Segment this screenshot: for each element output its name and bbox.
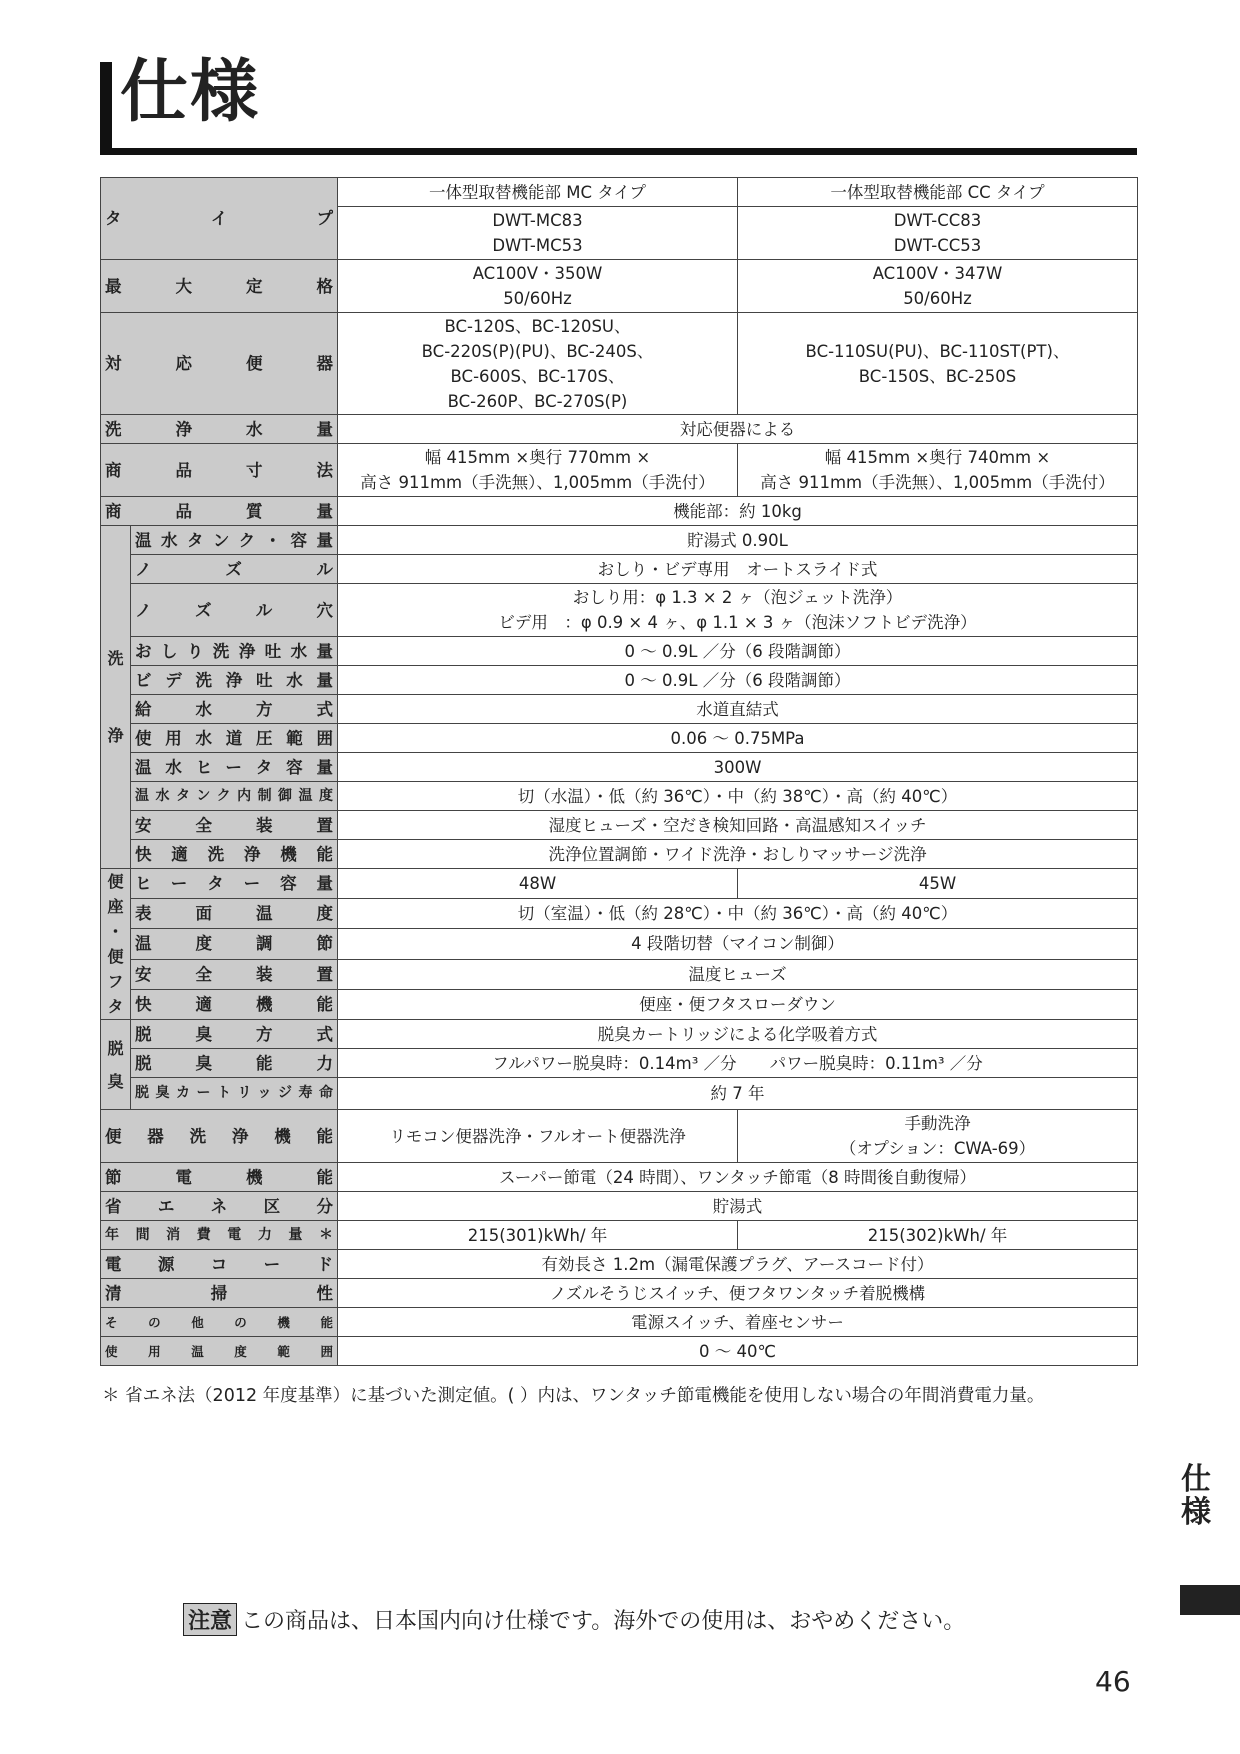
spec-label-heater: ヒーター容量: [131, 869, 338, 899]
bowl-wash-cc-line: 手動洗浄: [904, 1114, 971, 1133]
rating-mc-line: 50/60Hz: [503, 289, 572, 308]
spec-value: 切（室温）・低（約 28℃）・中（約 36℃）・高（約 40℃）: [338, 899, 1138, 929]
table-row: [101, 782, 1138, 811]
spec-label-power-save: 節電機能: [101, 1163, 338, 1192]
power-save-value: スーパー節電（24 時間）、ワンタッチ節電（8 時間後自動復帰）: [338, 1163, 1138, 1192]
spec-value: 0.06 〜 0.75MPa: [338, 724, 1138, 753]
spec-label-temp: 使用温度範囲: [101, 1337, 338, 1366]
flush-water-value: 対応便器による: [338, 415, 1138, 444]
spec-value: 約 7 年: [338, 1078, 1138, 1110]
spec-label: 安全装置: [131, 811, 338, 840]
table-row: [101, 869, 1138, 899]
table-row: [101, 637, 1138, 666]
table-row: [101, 555, 1138, 584]
page-number: 46: [1095, 1665, 1131, 1698]
spec-value: フルパワー脱臭時：0.14m³ ／分 パワー脱臭時：0.11m³ ／分: [338, 1049, 1138, 1078]
column-header-cc: 一体型取替機能部 CC タイプ: [738, 178, 1138, 207]
table-row: [101, 1192, 1138, 1221]
spec-label: 脱臭能力: [131, 1049, 338, 1078]
temp-value: 0 〜 40℃: [338, 1337, 1138, 1366]
spec-value: 湿度ヒューズ・空だき検知回路・高温感知スイッチ: [338, 811, 1138, 840]
spec-value: 便座・便フタスローダウン: [338, 989, 1138, 1019]
eco-value: 貯湯式: [338, 1192, 1138, 1221]
spec-label: 快適機能: [131, 989, 338, 1019]
spec-label: ノズル穴: [131, 584, 338, 637]
spec-label-flush-water: 洗浄水量: [101, 415, 338, 444]
spec-label: 給水方式: [131, 695, 338, 724]
table-row: [101, 415, 1138, 444]
bowl-wash-cc: [738, 1110, 1138, 1163]
table-row: [101, 1078, 1138, 1110]
toilet-cc: [738, 313, 1138, 415]
page-title: 仕様: [120, 53, 261, 132]
spec-value: 300W: [338, 753, 1138, 782]
spec-value-line: ビデ用 ：φ 0.9 × 4 ヶ、φ 1.1 × 3 ヶ（泡沫ソフトビデ洗浄）: [498, 613, 977, 632]
spec-label-weight: 商品質量: [101, 497, 338, 526]
weight-value: 機能部：約 10kg: [338, 497, 1138, 526]
spec-label: おしり洗浄吐水量: [131, 637, 338, 666]
size-mc-line: 幅 415mm ×奥行 770mm ×: [424, 448, 651, 467]
model-mc: [338, 207, 738, 260]
bowl-wash-mc: リモコン便器洗浄・フルオート便器洗浄: [338, 1110, 738, 1163]
model-mc-line: DWT-MC83: [492, 211, 583, 230]
table-row: [101, 497, 1138, 526]
side-tab-bar: [1180, 1585, 1240, 1615]
spec-value-line: おしり用：φ 1.3 × 2 ヶ（泡ジェット洗浄）: [572, 588, 903, 607]
table-row: [101, 989, 1138, 1019]
spec-value: 脱臭カートリッジによる化学吸着方式: [338, 1020, 1138, 1049]
table-row: [101, 724, 1138, 753]
group-char: ・: [107, 922, 124, 941]
table-row: [101, 313, 1138, 415]
column-header-mc: 一体型取替機能部 MC タイプ: [338, 178, 738, 207]
side-section-label: 仕様: [1181, 1462, 1211, 1530]
table-row: [101, 1279, 1138, 1308]
bowl-wash-cc-line: （オプション：CWA-69）: [839, 1139, 1036, 1158]
spec-value: 4 段階切替（マイコン制御）: [338, 929, 1138, 959]
size-mc: [338, 444, 738, 497]
table-row: [101, 1110, 1138, 1163]
annual-cc: 215(302)kWh/ 年: [738, 1221, 1138, 1250]
table-row: [101, 811, 1138, 840]
cord-value: 有効長さ 1.2m（漏電保護プラグ、アースコード付）: [338, 1250, 1138, 1279]
table-row: [101, 666, 1138, 695]
spec-value: [338, 584, 1138, 637]
spec-label-clean: 清掃性: [101, 1279, 338, 1308]
notice-badge: 注意: [183, 1603, 237, 1636]
table-row: [101, 1221, 1138, 1250]
group-char: 便: [107, 947, 124, 966]
group-char: 臭: [107, 1071, 124, 1091]
model-cc-line: DWT-CC83: [893, 211, 982, 230]
footnote: ＊ 省エネ法（2012 年度基準）に基づいた測定値。( ）内は、ワンタッチ節電機能を使用しない場合の年間消費電力量。: [102, 1386, 1045, 1406]
spec-value: 0 〜 0.9L ／分（6 段階調節）: [338, 666, 1138, 695]
spec-value: おしり・ビデ専用 オートスライド式: [338, 555, 1138, 584]
table-row: [101, 260, 1138, 313]
toilet-mc: [338, 313, 738, 415]
spec-label: 脱臭方式: [131, 1020, 338, 1049]
spec-label: 温水タンク内制御温度: [131, 782, 338, 811]
table-row: [101, 444, 1138, 497]
size-cc-line: 幅 415mm ×奥行 740mm ×: [824, 448, 1051, 467]
group-label-seat: [101, 869, 131, 1020]
group-char: 洗: [107, 649, 124, 668]
spec-label: 快適洗浄機能: [131, 840, 338, 869]
spec-label-rating: 最大定格: [101, 260, 338, 313]
group-spacer: [105, 671, 126, 723]
spec-value: 洗浄位置調節・ワイド洗浄・おしりマッサージ洗浄: [338, 840, 1138, 869]
size-cc: [738, 444, 1138, 497]
spec-label-bowl-wash: 便器洗浄機能: [101, 1110, 338, 1163]
spec-value: 貯湯式 0.90L: [338, 526, 1138, 555]
group-char: 座: [107, 897, 124, 916]
spec-label: ノズル: [131, 555, 338, 584]
table-row: [101, 959, 1138, 989]
spec-label-annual: 年間消費電力量＊: [101, 1221, 338, 1250]
rating-mc: [338, 260, 738, 313]
rating-cc: [738, 260, 1138, 313]
group-spacer: [105, 1061, 126, 1069]
table-row: [101, 1163, 1138, 1192]
spec-value: 0 〜 0.9L ／分（6 段階調節）: [338, 637, 1138, 666]
table-row: [101, 1308, 1138, 1337]
group-char: フ: [107, 972, 124, 991]
model-mc-line: DWT-MC53: [492, 236, 583, 255]
spec-label-toilet: 対応便器: [101, 313, 338, 415]
spec-label-eco: 省エネ区分: [101, 1192, 338, 1221]
spec-label-other: その他の機能: [101, 1308, 338, 1337]
table-row: [101, 526, 1138, 555]
notice: [183, 1603, 965, 1636]
spec-label: 温度調節: [131, 929, 338, 959]
group-char: 便: [107, 872, 124, 891]
spec-label: 表面温度: [131, 899, 338, 929]
spec-label-type: タイプ: [101, 178, 338, 260]
toilet-cc-line: BC-110SU(PU)、BC-110ST(PT)、: [805, 341, 1070, 361]
toilet-mc-line: BC-120S、BC-120SU、: [444, 316, 631, 336]
group-char: 脱: [107, 1038, 124, 1058]
size-cc-line: 高さ 911mm（手洗無）、1,005mm（手洗付）: [760, 473, 1115, 492]
title-underline: [100, 148, 1137, 155]
annual-mc: 215(301)kWh/ 年: [338, 1221, 738, 1250]
spec-label: 温水ヒータ容量: [131, 753, 338, 782]
spec-label-cord: 電源コード: [101, 1250, 338, 1279]
table-row: [101, 178, 1138, 207]
heater-cc: 45W: [738, 869, 1138, 899]
table-row: [101, 1049, 1138, 1078]
other-value: 電源スイッチ、着座センサー: [338, 1308, 1138, 1337]
table-row: [101, 1020, 1138, 1049]
toilet-mc-line: BC-600S、BC-170S、: [450, 366, 625, 386]
group-label-wash: [101, 526, 131, 869]
toilet-cc-line: BC-150S、BC-250S: [858, 366, 1017, 386]
table-row: [101, 753, 1138, 782]
table-row: [101, 695, 1138, 724]
table-row: [101, 1250, 1138, 1279]
spec-label: 温水タンク・容量: [131, 526, 338, 555]
table-row: [101, 1337, 1138, 1366]
spec-label: ビデ洗浄吐水量: [131, 666, 338, 695]
group-label-deodor: [101, 1020, 131, 1110]
spec-value: 切（水温）・低（約 36℃）・中（約 38℃）・高（約 40℃）: [338, 782, 1138, 811]
toilet-mc-line: BC-260P、BC-270S(P): [447, 391, 628, 411]
table-row: [101, 899, 1138, 929]
rating-cc-line: AC100V・347W: [872, 264, 1003, 283]
spec-value: 温度ヒューズ: [338, 959, 1138, 989]
model-cc: [738, 207, 1138, 260]
group-char: 浄: [107, 726, 124, 745]
size-mc-line: 高さ 911mm（手洗無）、1,005mm（手洗付）: [360, 473, 715, 492]
spec-value: 水道直結式: [338, 695, 1138, 724]
spec-label: 使用水道圧範囲: [131, 724, 338, 753]
heater-mc: 48W: [338, 869, 738, 899]
model-cc-line: DWT-CC53: [893, 236, 982, 255]
table-row: [101, 929, 1138, 959]
table-row: [101, 840, 1138, 869]
spec-label: 脱臭カートリッジ寿命: [131, 1078, 338, 1110]
group-char: タ: [107, 997, 124, 1016]
notice-text: この商品は、日本国内向け仕様です。海外での使用は、おやめください。: [241, 1609, 966, 1634]
toilet-mc-line: BC-220S(P)(PU)、BC-240S、: [421, 341, 654, 361]
spec-label: 安全装置: [131, 959, 338, 989]
title-bar: [100, 62, 112, 154]
rating-cc-line: 50/60Hz: [903, 289, 972, 308]
spec-table: [100, 177, 1138, 1366]
table-row: [101, 584, 1138, 637]
clean-value: ノズルそうじスイッチ、便フタワンタッチ着脱機構: [338, 1279, 1138, 1308]
spec-label-size: 商品寸法: [101, 444, 338, 497]
rating-mc-line: AC100V・350W: [472, 264, 603, 283]
